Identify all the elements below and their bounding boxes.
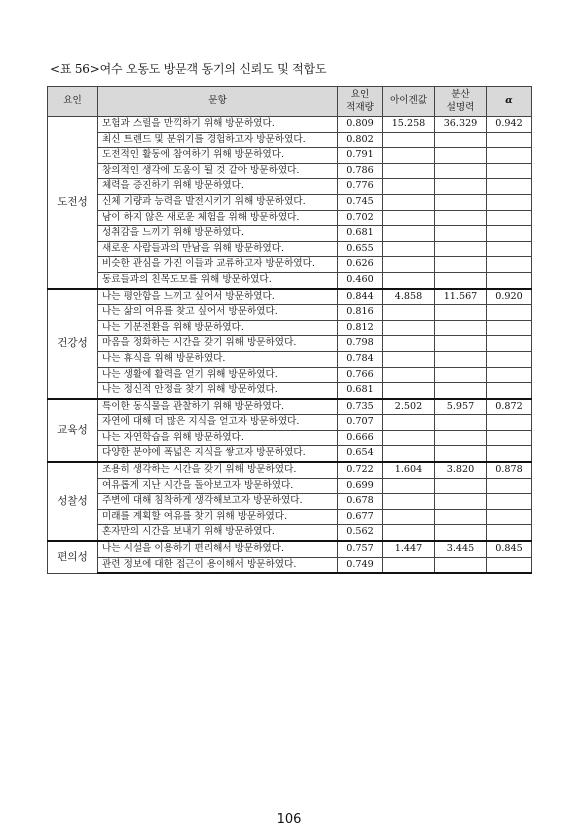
empty-cell xyxy=(487,446,532,462)
table-row xyxy=(48,163,532,179)
item-text: 나는 시설을 이용하기 편리해서 방문하였다. xyxy=(98,541,338,557)
table-row xyxy=(48,179,532,195)
table-row xyxy=(48,462,532,478)
header-factor: 요인 xyxy=(48,87,98,117)
empty-cell xyxy=(435,210,487,226)
variance-explained: 5.957 xyxy=(435,399,487,415)
empty-cell xyxy=(383,430,435,446)
empty-cell xyxy=(435,525,487,541)
empty-cell xyxy=(487,383,532,399)
empty-cell xyxy=(487,210,532,226)
empty-cell xyxy=(383,557,435,573)
factor-label: 교육성 xyxy=(48,399,98,462)
empty-cell xyxy=(435,415,487,431)
empty-cell xyxy=(383,336,435,352)
factor-loading: 0.702 xyxy=(338,210,383,226)
empty-cell xyxy=(383,148,435,164)
table-row xyxy=(48,226,532,242)
eigenvalue: 2.502 xyxy=(383,399,435,415)
factor-loading: 0.707 xyxy=(338,415,383,431)
table-row xyxy=(48,383,532,399)
item-text: 조용히 생각하는 시간을 갖기 위해 방문하였다. xyxy=(98,462,338,478)
empty-cell xyxy=(383,367,435,383)
empty-cell xyxy=(435,494,487,510)
factor-loading: 0.626 xyxy=(338,257,383,273)
item-text: 성취감을 느끼기 위해 방문하였다. xyxy=(98,226,338,242)
empty-cell xyxy=(435,320,487,336)
empty-cell xyxy=(383,446,435,462)
empty-cell xyxy=(383,257,435,273)
empty-cell xyxy=(383,163,435,179)
empty-cell xyxy=(487,179,532,195)
table-row xyxy=(48,399,532,415)
table-row xyxy=(48,430,532,446)
empty-cell xyxy=(383,494,435,510)
factor-loading: 0.798 xyxy=(338,336,383,352)
empty-cell xyxy=(383,509,435,525)
item-text: 비슷한 관심을 가진 이들과 교류하고자 방문하였다. xyxy=(98,257,338,273)
empty-cell xyxy=(435,367,487,383)
table-row xyxy=(48,509,532,525)
eigenvalue: 1.447 xyxy=(383,541,435,557)
table-row xyxy=(48,478,532,494)
empty-cell xyxy=(487,305,532,321)
empty-cell xyxy=(383,179,435,195)
empty-cell xyxy=(435,430,487,446)
item-text: 창의적인 생각에 도움이 될 것 같아 방문하였다. xyxy=(98,163,338,179)
empty-cell xyxy=(435,509,487,525)
variance-explained: 3.820 xyxy=(435,462,487,478)
factor-label: 편의성 xyxy=(48,541,98,573)
factor-loading: 0.757 xyxy=(338,541,383,557)
table-row xyxy=(48,557,532,573)
factor-loading: 0.786 xyxy=(338,163,383,179)
item-text: 주변에 대해 침착하게 생각해보고자 방문하였다. xyxy=(98,494,338,510)
reliability-table xyxy=(47,86,532,574)
factor-loading: 0.681 xyxy=(338,383,383,399)
item-text: 미래를 계획할 여유를 찾기 위해 방문하였다. xyxy=(98,509,338,525)
empty-cell xyxy=(487,509,532,525)
empty-cell xyxy=(487,241,532,257)
item-text: 신체 기량과 능력을 발전시키기 위해 방문하였다. xyxy=(98,194,338,210)
empty-cell xyxy=(487,163,532,179)
eigenvalue: 1.604 xyxy=(383,462,435,478)
factor-loading: 0.766 xyxy=(338,367,383,383)
item-text: 최신 트렌드 및 분위기를 경험하고자 방문하였다. xyxy=(98,132,338,148)
factor-label: 건강성 xyxy=(48,289,98,399)
empty-cell xyxy=(383,210,435,226)
empty-cell xyxy=(435,351,487,367)
item-text: 새로운 사람들과의 만남을 위해 방문하였다. xyxy=(98,241,338,257)
table-row xyxy=(48,415,532,431)
empty-cell xyxy=(487,226,532,242)
empty-cell xyxy=(487,557,532,573)
factor-loading: 0.678 xyxy=(338,494,383,510)
empty-cell xyxy=(435,241,487,257)
empty-cell xyxy=(435,478,487,494)
empty-cell xyxy=(383,383,435,399)
empty-cell xyxy=(435,557,487,573)
table-row xyxy=(48,305,532,321)
factor-loading: 0.784 xyxy=(338,351,383,367)
eigenvalue: 4.858 xyxy=(383,289,435,305)
table-row xyxy=(48,132,532,148)
factor-loading: 0.681 xyxy=(338,226,383,242)
item-text: 동료들과의 친목도모를 위해 방문하였다. xyxy=(98,272,338,288)
header-loading: 요인 적재량 xyxy=(338,87,383,117)
item-text: 다양한 분야에 폭넓은 지식을 쌓고자 방문하였다. xyxy=(98,446,338,462)
empty-cell xyxy=(383,478,435,494)
empty-cell xyxy=(435,257,487,273)
empty-cell xyxy=(487,257,532,273)
variance-explained: 11.567 xyxy=(435,289,487,305)
empty-cell xyxy=(383,525,435,541)
item-text: 도전적인 활동에 참여하기 위해 방문하였다. xyxy=(98,148,338,164)
table-row xyxy=(48,320,532,336)
table-row xyxy=(48,241,532,257)
empty-cell xyxy=(435,226,487,242)
page-number: 106 xyxy=(276,812,302,827)
factor-loading: 0.749 xyxy=(338,557,383,573)
empty-cell xyxy=(435,446,487,462)
table-row xyxy=(48,541,532,557)
factor-loading: 0.655 xyxy=(338,241,383,257)
empty-cell xyxy=(487,494,532,510)
item-text: 모험과 스릴을 만끽하기 위해 방문하였다. xyxy=(98,117,338,133)
empty-cell xyxy=(383,194,435,210)
factor-loading: 0.809 xyxy=(338,117,383,133)
table-body xyxy=(48,117,532,574)
empty-cell xyxy=(435,148,487,164)
empty-cell xyxy=(487,194,532,210)
table-row xyxy=(48,494,532,510)
factor-loading: 0.776 xyxy=(338,179,383,195)
item-text: 나는 휴식을 위해 방문하였다. xyxy=(98,351,338,367)
empty-cell xyxy=(383,351,435,367)
item-text: 관련 정보에 대한 접근이 용이해서 방문하였다. xyxy=(98,557,338,573)
factor-loading: 0.791 xyxy=(338,148,383,164)
empty-cell xyxy=(383,415,435,431)
item-text: 특이한 동식물을 관찰하기 위해 방문하였다. xyxy=(98,399,338,415)
empty-cell xyxy=(435,132,487,148)
cronbach-alpha: 0.872 xyxy=(487,399,532,415)
empty-cell xyxy=(487,430,532,446)
factor-loading: 0.722 xyxy=(338,462,383,478)
empty-cell xyxy=(383,132,435,148)
table-caption: <표 56>여수 오동도 방문객 동기의 신뢰도 및 적합도 xyxy=(50,62,327,76)
factor-loading: 0.666 xyxy=(338,430,383,446)
empty-cell xyxy=(487,320,532,336)
empty-cell xyxy=(435,272,487,288)
variance-explained: 3.445 xyxy=(435,541,487,557)
empty-cell xyxy=(487,148,532,164)
header-item: 문항 xyxy=(98,87,338,117)
factor-loading: 0.802 xyxy=(338,132,383,148)
item-text: 여유롭게 지난 시간을 돌아보고자 방문하였다. xyxy=(98,478,338,494)
table-row xyxy=(48,117,532,133)
cronbach-alpha: 0.942 xyxy=(487,117,532,133)
empty-cell xyxy=(487,132,532,148)
empty-cell xyxy=(487,351,532,367)
table-row xyxy=(48,210,532,226)
cronbach-alpha: 0.845 xyxy=(487,541,532,557)
empty-cell xyxy=(435,336,487,352)
item-text: 나는 생활에 활력을 얻기 위해 방문하였다. xyxy=(98,367,338,383)
factor-loading: 0.677 xyxy=(338,509,383,525)
factor-loading: 0.699 xyxy=(338,478,383,494)
empty-cell xyxy=(487,367,532,383)
empty-cell xyxy=(383,226,435,242)
item-text: 나는 자연학습을 위해 방문하였다. xyxy=(98,430,338,446)
factor-loading: 0.844 xyxy=(338,289,383,305)
header-alpha: α xyxy=(487,87,532,117)
empty-cell xyxy=(383,241,435,257)
table-row xyxy=(48,351,532,367)
table-row xyxy=(48,336,532,352)
item-text: 자연에 대해 더 많은 지식을 얻고자 방문하였다. xyxy=(98,415,338,431)
header-eigenvalue: 아이겐값 xyxy=(383,87,435,117)
item-text: 나는 삶의 여유를 찾고 싶어서 방문하였다. xyxy=(98,305,338,321)
item-text: 남이 하지 않은 새로운 체험을 위해 방문하였다. xyxy=(98,210,338,226)
cronbach-alpha: 0.920 xyxy=(487,289,532,305)
factor-loading: 0.816 xyxy=(338,305,383,321)
empty-cell xyxy=(487,525,532,541)
item-text: 나는 평안함을 느끼고 싶어서 방문하였다. xyxy=(98,289,338,305)
item-text: 나는 기분전환을 위해 방문하였다. xyxy=(98,320,338,336)
item-text: 체력을 증진하기 위해 방문하였다. xyxy=(98,179,338,195)
empty-cell xyxy=(435,179,487,195)
table-row xyxy=(48,289,532,305)
empty-cell xyxy=(435,194,487,210)
table-row xyxy=(48,446,532,462)
empty-cell xyxy=(383,272,435,288)
factor-loading: 0.460 xyxy=(338,272,383,288)
empty-cell xyxy=(383,305,435,321)
item-text: 마음을 정화하는 시간을 갖기 위해 방문하였다. xyxy=(98,336,338,352)
table-row xyxy=(48,367,532,383)
factor-loading: 0.562 xyxy=(338,525,383,541)
factor-loading: 0.654 xyxy=(338,446,383,462)
factor-loading: 0.745 xyxy=(338,194,383,210)
factor-loading: 0.812 xyxy=(338,320,383,336)
item-text: 나는 정신적 안정을 찾기 위해 방문하였다. xyxy=(98,383,338,399)
variance-explained: 36.329 xyxy=(435,117,487,133)
table-row xyxy=(48,194,532,210)
table-row xyxy=(48,525,532,541)
header-variance: 분산 설명력 xyxy=(435,87,487,117)
cronbach-alpha: 0.878 xyxy=(487,462,532,478)
factor-loading: 0.735 xyxy=(338,399,383,415)
empty-cell xyxy=(435,383,487,399)
item-text: 혼자만의 시간을 보내기 위해 방문하였다. xyxy=(98,525,338,541)
empty-cell xyxy=(487,415,532,431)
table-row xyxy=(48,257,532,273)
empty-cell xyxy=(435,163,487,179)
empty-cell xyxy=(487,272,532,288)
factor-label: 도전성 xyxy=(48,117,98,289)
empty-cell xyxy=(435,305,487,321)
empty-cell xyxy=(487,336,532,352)
eigenvalue: 15.258 xyxy=(383,117,435,133)
table-row xyxy=(48,148,532,164)
empty-cell xyxy=(383,320,435,336)
empty-cell xyxy=(487,478,532,494)
table-row xyxy=(48,272,532,288)
factor-label: 성찰성 xyxy=(48,462,98,541)
